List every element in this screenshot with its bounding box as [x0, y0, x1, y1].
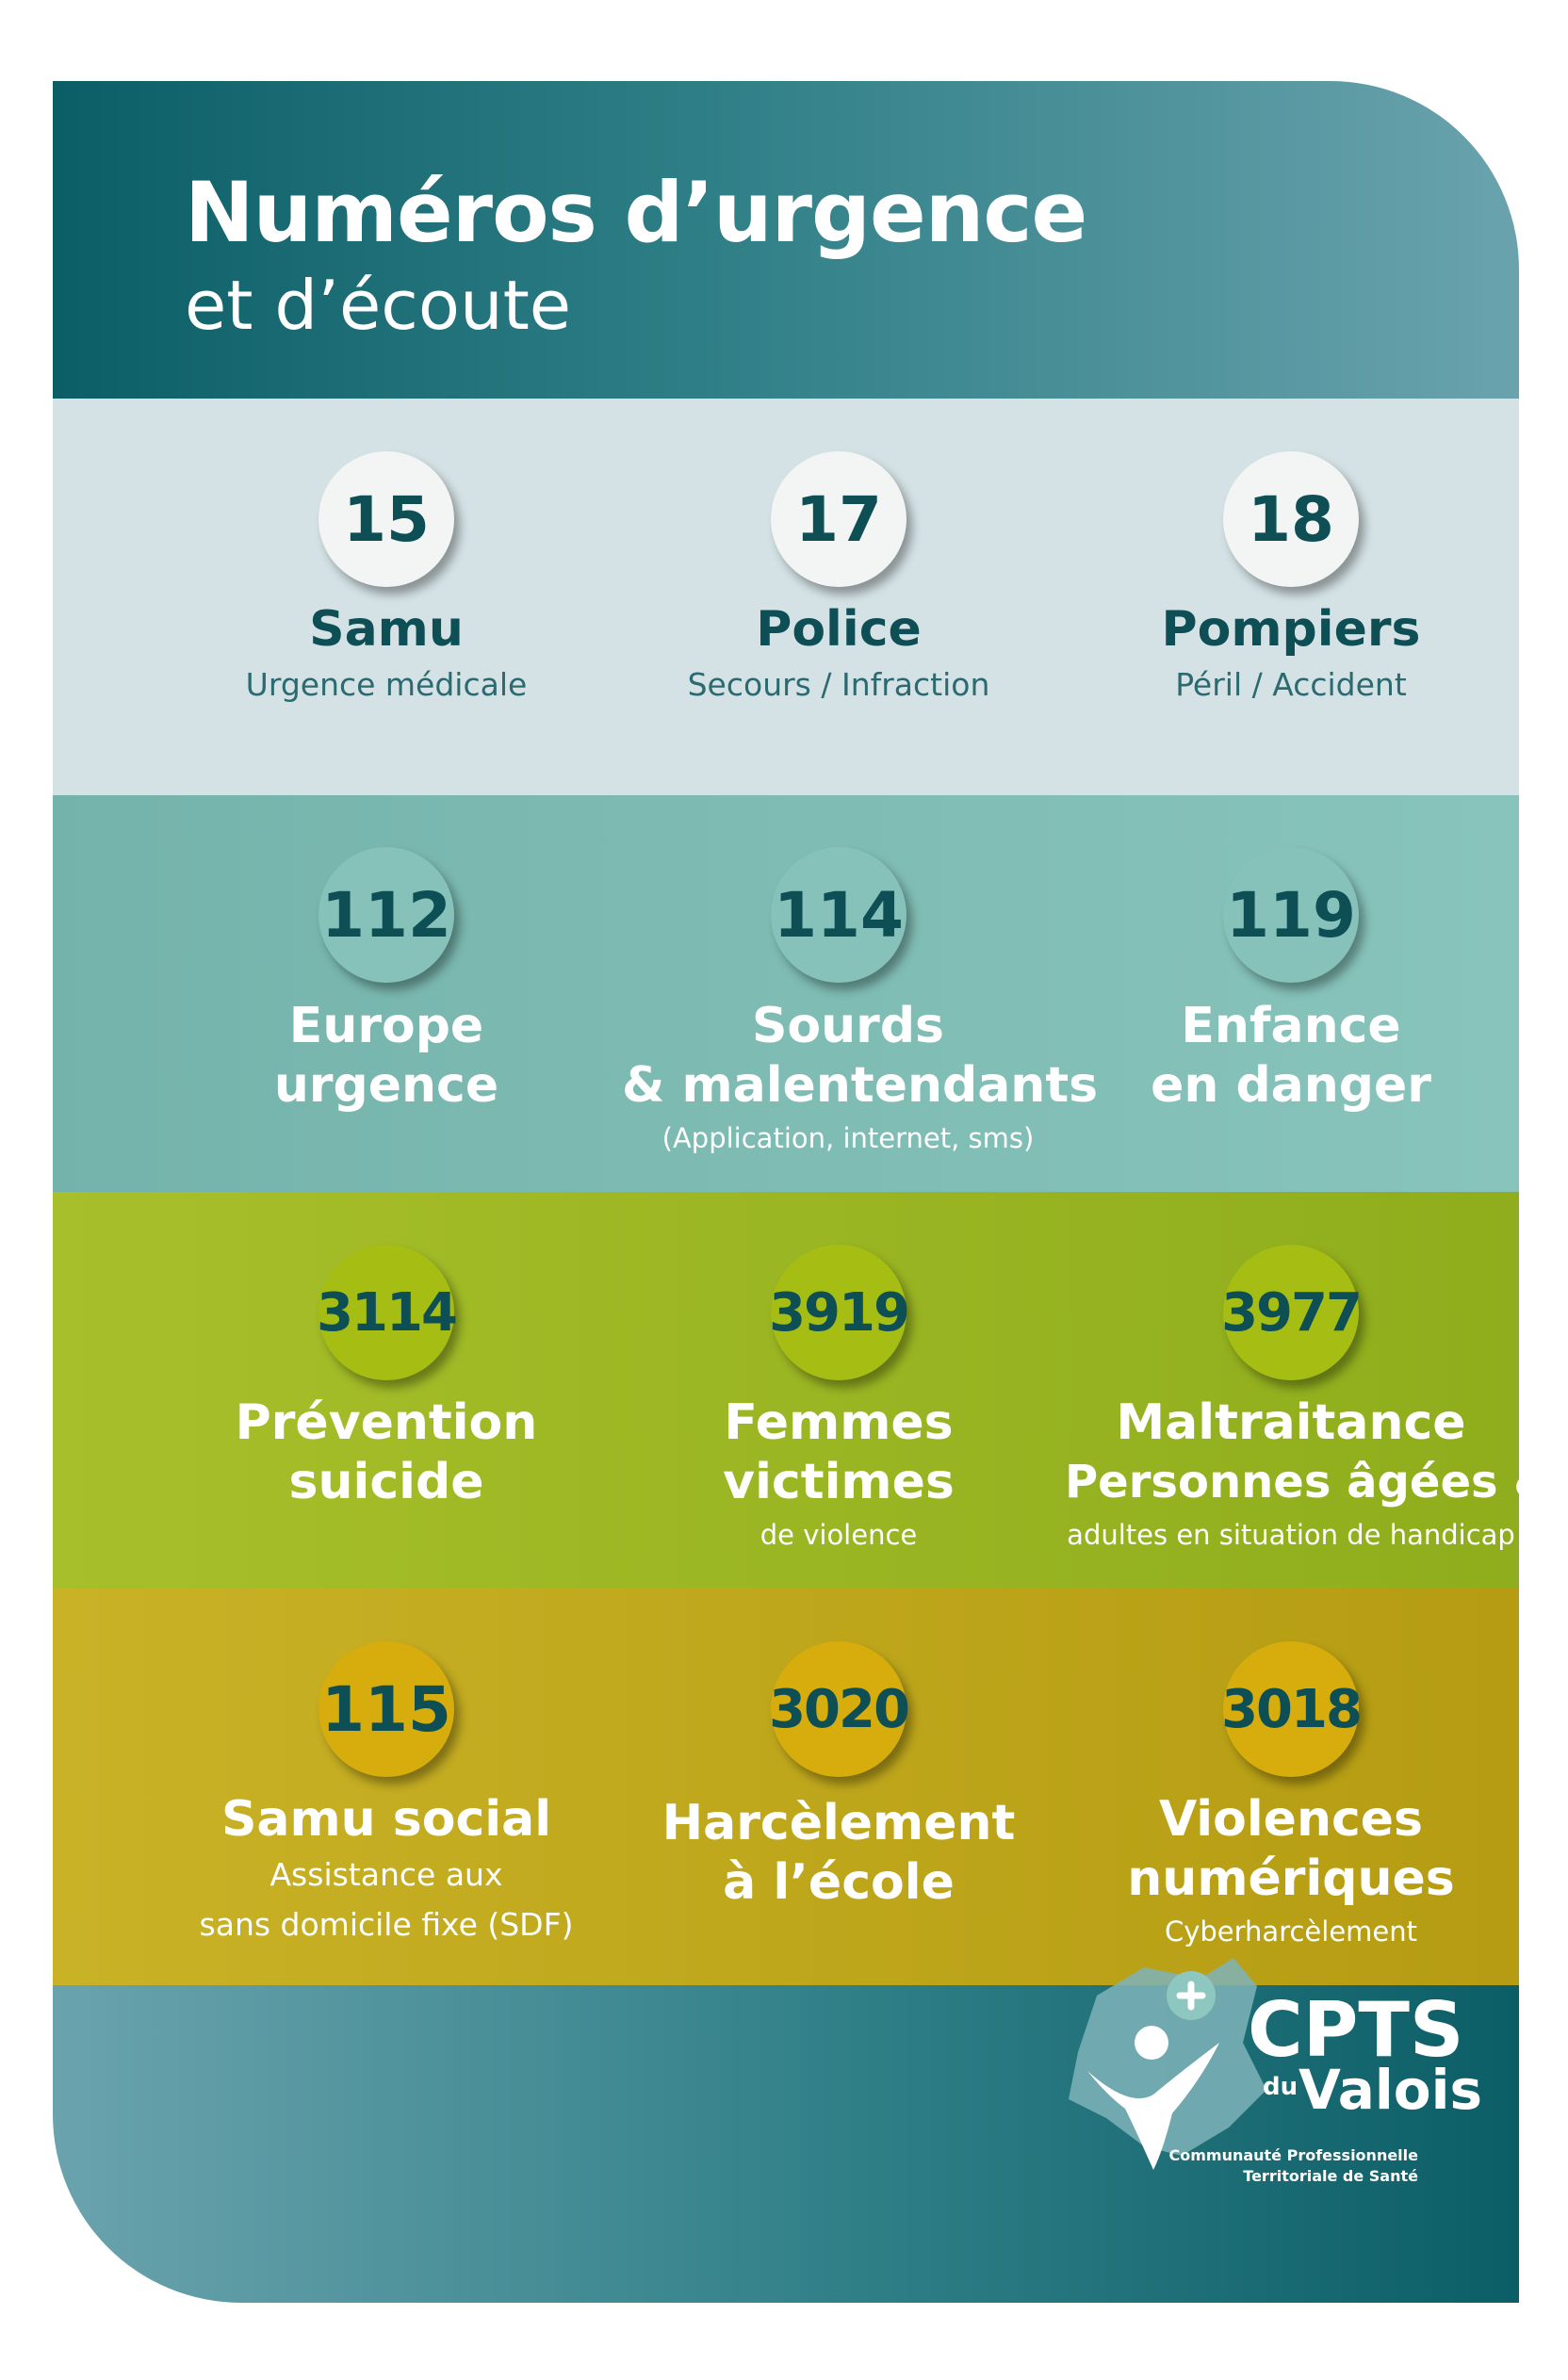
logo-place: Valois — [1298, 2058, 1482, 2122]
entry-title-line-2: urgence — [273, 1057, 499, 1114]
entry-title: Prévention — [235, 1394, 538, 1451]
row-general-emergency — [53, 399, 1519, 795]
entry-title: Samu — [309, 601, 464, 658]
entry-subtitle: Urgence médicale — [245, 666, 528, 703]
entry-title-line-2: victimes — [723, 1454, 955, 1510]
logo-du: du — [1263, 2073, 1298, 2101]
entry-title: Violences — [1158, 1791, 1424, 1848]
logo-caption-line-1: Communauté Professionnelle — [1168, 2146, 1418, 2164]
number-badge[interactable]: 15 — [318, 451, 454, 587]
number-badge[interactable]: 18 — [1223, 451, 1359, 587]
entry-title-line-2: en danger — [1151, 1057, 1431, 1114]
entry-title: Enfance — [1181, 998, 1401, 1054]
entry-title-line-2: à l’école — [723, 1854, 955, 1911]
entry-title: Maltraitance — [1116, 1394, 1466, 1451]
page-subtitle: et d’écoute — [185, 266, 572, 345]
entry-title-line-2: suicide — [288, 1454, 484, 1510]
entry-title-line-2: Personnes âgées & — [1065, 1456, 1554, 1508]
entry-subtitle: Péril / Accident — [1175, 666, 1407, 703]
number-badge[interactable]: 114 — [771, 847, 906, 983]
entry-subtitle: Cyberharcèlement — [1164, 1915, 1418, 1948]
logo-name: CPTS — [1248, 1986, 1464, 2074]
number-badge[interactable]: 3977 — [1223, 1245, 1359, 1380]
entry-subtitle: (Application, internet, sms) — [662, 1122, 1035, 1154]
logo-caption-line-2: Territoriale de Santé — [1243, 2167, 1418, 2185]
row-social-lines — [53, 1589, 1519, 1985]
entry-subtitle-line-2: sans domicile fixe (SDF) — [199, 1906, 574, 1943]
number-badge[interactable]: 17 — [771, 451, 906, 587]
number-badge[interactable]: 115 — [318, 1641, 454, 1777]
page-title: Numéros d’urgence — [185, 164, 1087, 261]
entry-title: Sourds — [751, 998, 944, 1054]
number-badge[interactable]: 3919 — [771, 1245, 906, 1380]
number-badge[interactable]: 3114 — [318, 1245, 454, 1380]
cpts-logo — [1040, 1930, 1482, 2212]
number-badge[interactable]: 119 — [1223, 847, 1359, 983]
number-badge[interactable]: 3018 — [1223, 1641, 1359, 1777]
header-banner — [53, 81, 1519, 399]
entry-subtitle: Secours / Infraction — [687, 666, 990, 703]
entry-title: Police — [756, 601, 922, 658]
number-badge[interactable]: 112 — [318, 847, 454, 983]
entry-title-line-2: numériques — [1127, 1850, 1455, 1907]
entry-subtitle: de violence — [760, 1519, 918, 1551]
entry-title: Femmes — [724, 1394, 954, 1451]
entry-title: Samu social — [220, 1791, 552, 1848]
number-badge[interactable]: 3020 — [771, 1641, 906, 1777]
entry-title: Harcèlement — [662, 1795, 1016, 1851]
entry-title: Europe — [288, 998, 484, 1054]
entry-title-line-2: & malentendants — [622, 1057, 1099, 1114]
entry-subtitle: Assistance aux — [270, 1856, 503, 1893]
entry-subtitle: adultes en situation de handicap — [1067, 1519, 1515, 1551]
entry-title: Pompiers — [1161, 601, 1421, 658]
row-specialized-emergency — [53, 795, 1519, 1192]
row-listening-lines — [53, 1192, 1554, 1589]
